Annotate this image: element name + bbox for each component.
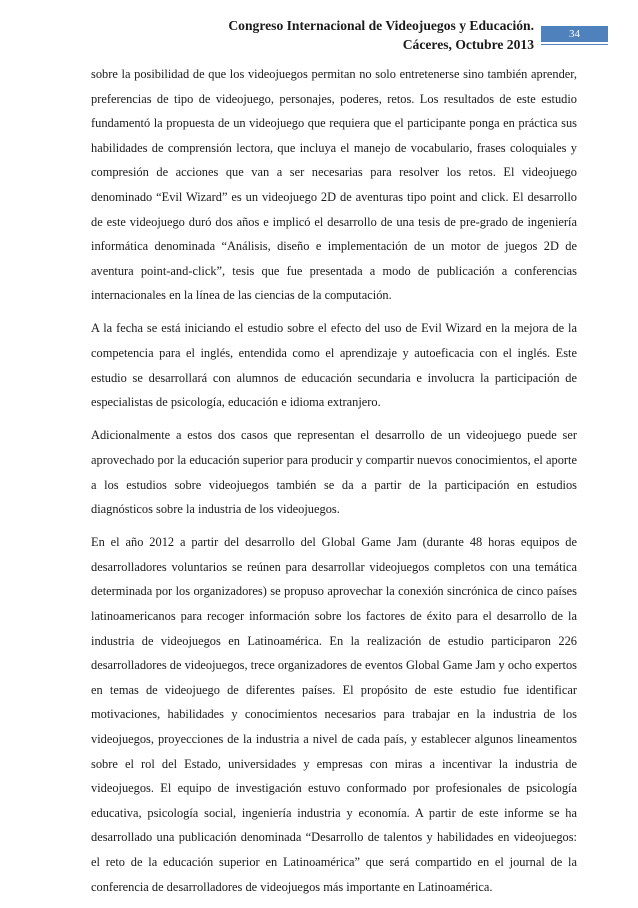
paragraph: A la fecha se está iniciando el estudio sobre el efecto del uso de Evil Wizard en la mejora de la competencia para el inglés, entendida como el aprendizaje y autoeficacia con el inglés. Este estudio se desarrollará con alumnos de educación secundaria e involucra la participación de especialistas de psicología, educación e idioma extranjero.: [91, 321, 577, 410]
header-conference-title: Congreso Internacional de Videojuegos y Educación.: [228, 18, 534, 33]
page-number-badge: 34: [541, 26, 608, 42]
paragraph: En el año 2012 a partir del desarrollo del Global Game Jam (durante 48 horas equipos de desarrolladores voluntarios se reúnen para desarrollar videojuegos completos con una temática determinada por los organizadores) se propuso aprovechar la conexión sincrónica de cinco países latinoamericanos para recoger información sobre los factores de éxito para el desarrollo de la industria de videojuegos en Latinoamérica. En la realización de estudio participaron 226 desarrolladores de videojuegos, trece organizadores de eventos Global Game Jam y ocho expertos en temas de videojuego de diferentes países. El propósito de este estudio fue identificar motivaciones, habilidades y conocimientos necesarios para trabajar en la industria de los videojuegos, proyecciones de la industria a nivel de cada país, y establecer algunos lineamentos sobre el rol del Estado, universidades y empresas con miras a incentivar la industria de videojuegos. El equipo de investigación estuvo conformado por profesionales de psicología educativa, psicología social, ingeniería industria y economía. A partir de este informe se ha desarrollado una publicación denominada “Desarrollo de talentos y habilidades en videojuegos: el reto de la educación superior en Latinoamérica” que será compartido en el journal de la conferencia de desarrolladores de videojuegos más importante en Latinoamérica.: [91, 535, 577, 894]
page-number-rule: [541, 44, 608, 45]
header-location-date: Cáceres, Octubre 2013: [402, 37, 534, 52]
running-header: [200, 16, 534, 54]
paragraph: Adicionalmente a estos dos casos que representan el desarrollo de un videojuego puede ser aprovechado por la educación superior para producir y compartir nuevos conocimientos, el aporte a los estudios sobre videojuegos también se da a partir de la participación en estudios diagnósticos sobre la industria de los videojuegos.: [91, 428, 577, 517]
body-text: [91, 62, 577, 908]
paragraph: sobre la posibilidad de que los videojuegos permitan no solo entretenerse sino también aprender, preferencias de tipo de videojuego, personajes, poderes, retos. Los resultados de este estudio fundamentó la propuesta de un videojuego que requiera que el participante ponga en práctica sus habilidades de comprensión lectora, que incluya el manejo de vocabulario, frases coloquiales y compresión de acciones que van a ser necesarias para resolver los retos. El videojuego denominado “Evil Wizard” es un videojuego 2D de aventuras tipo point and click. El desarrollo de este videojuego duró dos años e implicó el desarrollo de una tesis de pre-grado de ingeniería informática denominada “Análisis, diseño e implementación de un motor de juegos 2D de aventura point-and-click”, tesis que fue presentada a modo de publicación a conferencias internacionales en la línea de las ciencias de la computación.: [91, 67, 577, 303]
